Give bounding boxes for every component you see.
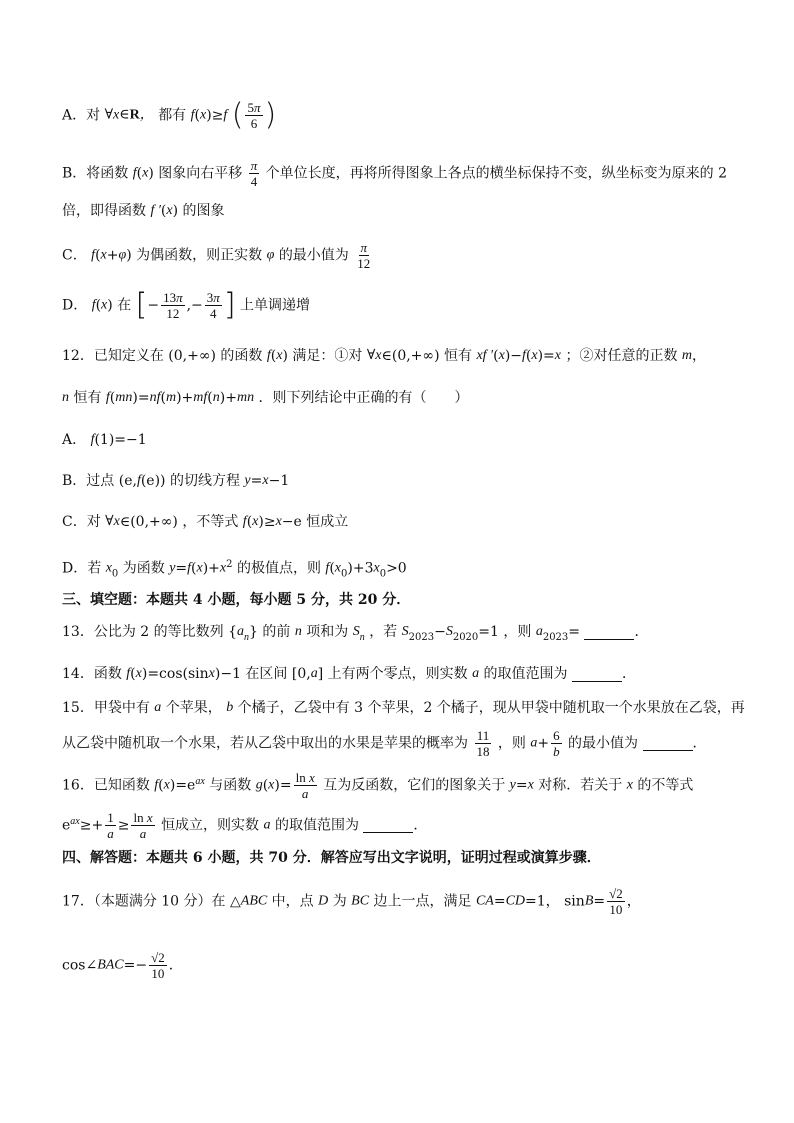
question-text: 从乙袋中随机取一个水果，若从乙袋中取出的水果是苹果的概率为 <box>62 735 468 752</box>
option-text: 上单调递增 <box>239 297 310 314</box>
question-text: 的不等式 <box>637 777 694 794</box>
q13: 13．公比为 2 的等比数列 $\{a_n\}$ 的前 n 项和为 $S_n$ ，若 $S_{2023}-S_{2020}=1$ ，则 $a_{2023}=$ ． <box>62 624 649 643</box>
question-text: 的最小值为 <box>568 735 639 752</box>
question-text: ，则 <box>497 735 526 752</box>
q14: 14．函数 f(x)=cos(sinx)−1 在区间 [0,a] 上有两个零点，则实数 a 的取值范围为 ． <box>62 666 636 682</box>
question-text: ；②对任意的正数 <box>565 348 678 364</box>
question-text: 的取值范围为 <box>483 666 568 682</box>
question-text: 为 <box>332 893 347 910</box>
option-text: ，不等式 <box>182 514 239 530</box>
option-text: 都有 <box>158 107 187 124</box>
q12-stem: 12．已知定义在 (0,+∞) 的函数 f(x) 满足：①对 ∀x∈(0,+∞) 恒有 xf ′(x)−f(x)=x ；②对任意的正数 m， <box>62 348 707 364</box>
option-text: 倍，即得函数 <box>62 203 146 219</box>
option-label: C．对 <box>62 514 101 530</box>
question-text: 与函数 <box>209 777 252 794</box>
question-text: 中，点 <box>271 893 314 910</box>
q12-option-b: B．过点 (e,f(e)) 的切线方程 y=x−1 <box>62 473 290 489</box>
question-text: 的函数 <box>220 348 263 364</box>
q12-option-a: A． f(1)=−1 <box>62 432 147 448</box>
question-text: 恒有 <box>444 348 472 364</box>
option-label: B．过点 <box>62 473 115 489</box>
answer-blank[interactable] <box>363 818 413 833</box>
question-text: 14．函数 <box>62 666 122 682</box>
question-text: 个苹果， <box>165 700 222 716</box>
option-label: D． <box>62 297 88 314</box>
q16-cont: $e^{ax}\ge+$ $\frac{1}{a}$ ≥ $\frac{\text{ln x}}{a}$ 恒成立，则实数 a 的取值范围为 ． <box>62 810 428 841</box>
q11-option-a: A．对 ∀x∈R， 都有 f(x)≥f ( $\frac{5\pi}{6}$ ) <box>62 97 277 133</box>
q16: 16．已知函数 $f(x)=e^{ax}$ 与函数 g(x)= $\frac{\text{ln x}}{a}$ 互为反函数，它们的图象关于 y=x 对称．若关于 x 的不等式 <box>62 770 694 801</box>
option-text: 的极值点，则 <box>236 560 321 577</box>
q15-cont: 从乙袋中随机取一个水果，若从乙袋中取出的水果是苹果的概率为 $\frac{11}{18}$ ，则 a+ $\frac{6}{b}$ 的最小值为 ． <box>62 728 707 759</box>
question-text: 16．已知函数 <box>62 777 150 794</box>
option-label: C． <box>62 247 87 264</box>
option-text: 的最小值为 <box>278 247 349 264</box>
q17-cont: cos∠BAC=− $\frac{√2}{10}$ ． <box>62 950 183 981</box>
option-text: 的图象 <box>182 203 225 219</box>
q15: 15．甲袋中有 a 个苹果， b 个橘子，乙袋中有 3 个苹果，2 个橘子，现从甲袋中随机取一个水果放在乙袋，再 <box>62 700 745 716</box>
question-text: 恒有 <box>73 390 102 406</box>
option-text: 的切线方程 <box>169 473 240 489</box>
answer-blank[interactable] <box>643 736 693 751</box>
option-label: D．若 <box>62 560 102 577</box>
q12-option-c: C．对 ∀x∈(0,+∞) ，不等式 f(x)≥x−e 恒成立 <box>62 514 349 530</box>
question-text: ．则下列结论中正确的有（ ） <box>258 390 469 406</box>
question-text: 项和为 <box>306 624 349 640</box>
q12-stem-cont: n 恒有 f(mn)=nf(m)+mf(n)+mn ．则下列结论中正确的有（ ） <box>62 390 469 406</box>
q11-option-b: B．将函数 f(x) 图象向右平移 $\frac{\pi}{4}$ 个单位长度，再将所得图象上各点的横坐标保持不变，纵坐标变为原来的 2 <box>62 158 728 189</box>
question-text: ，若 <box>369 624 398 640</box>
question-text: 满足：①对 <box>292 348 363 364</box>
option-text: 个单位长度，再将所得图象上各点的横坐标保持不变，纵坐标变为原来的 2 <box>265 165 728 182</box>
question-text: 17．（本题满分 10 分）在 <box>62 893 226 910</box>
option-text: 恒成立 <box>306 514 349 530</box>
section-heading: 三、填空题：本题共 4 小题，每小题 5 分，共 20 分． <box>62 592 411 608</box>
option-text: 在 <box>117 297 132 314</box>
q11-option-d: D． f(x) 在 [− $\frac{13\pi}{12}$ ,− $\frac{3\pi}{4}$ ] 上单调递增 <box>62 287 310 323</box>
question-text: 上有两个零点，则实数 <box>327 666 468 682</box>
question-text: ，则 <box>503 624 532 640</box>
question-text: 15．甲袋中有 <box>62 700 150 716</box>
answer-blank[interactable] <box>584 625 634 640</box>
option-label: B．将函数 <box>62 165 129 182</box>
option-text: 图象向右平移 <box>158 165 243 182</box>
question-text: 对称．若关于 <box>538 777 623 794</box>
q12-option-d: D．若 $x_0$ 为函数 $y=f(x)+x^2$ 的极值点，则 $f(x_0)+3x_0>0$ <box>62 559 407 580</box>
question-text: 的前 <box>262 624 291 640</box>
question-text: 恒成立，则实数 <box>161 817 260 834</box>
option-text: 为偶函数，则正实数 <box>136 247 263 264</box>
section-heading: 四、解答题：本题共 6 小题，共 70 分．解答应写出文字说明，证明过程或演算步骤． <box>62 850 601 866</box>
question-text: 在区间 <box>245 666 288 682</box>
option-text: 为函数 <box>122 560 165 577</box>
q11-option-b-cont: 倍，即得函数 f ′(x) 的图象 <box>62 203 225 219</box>
q17: 17．（本题满分 10 分）在 △ABC 中，点 D 为 BC 边上一点，满足 CA=CD=1， sinB= $\frac{√2}{10}$ ， <box>62 886 641 917</box>
question-text: 13．公比为 2 的等比数列 <box>62 624 224 640</box>
option-label: A．对 <box>62 107 101 124</box>
option-label: A． <box>62 432 87 448</box>
question-text: 个橘子，乙袋中有 3 个苹果，2 个橘子，现从甲袋中随机取一个水果放在乙袋，再 <box>237 700 745 716</box>
question-text: 互为反函数，它们的图象关于 <box>323 777 506 794</box>
question-text: 边上一点，满足 <box>373 893 472 910</box>
question-text: 12．已知定义在 <box>62 348 164 364</box>
q11-option-c: C． f(x+φ) 为偶函数，则正实数 φ 的最小值为 $\frac{\pi}{12}$ <box>62 240 371 271</box>
answer-blank[interactable] <box>572 667 622 682</box>
question-text: 的取值范围为 <box>274 817 359 834</box>
